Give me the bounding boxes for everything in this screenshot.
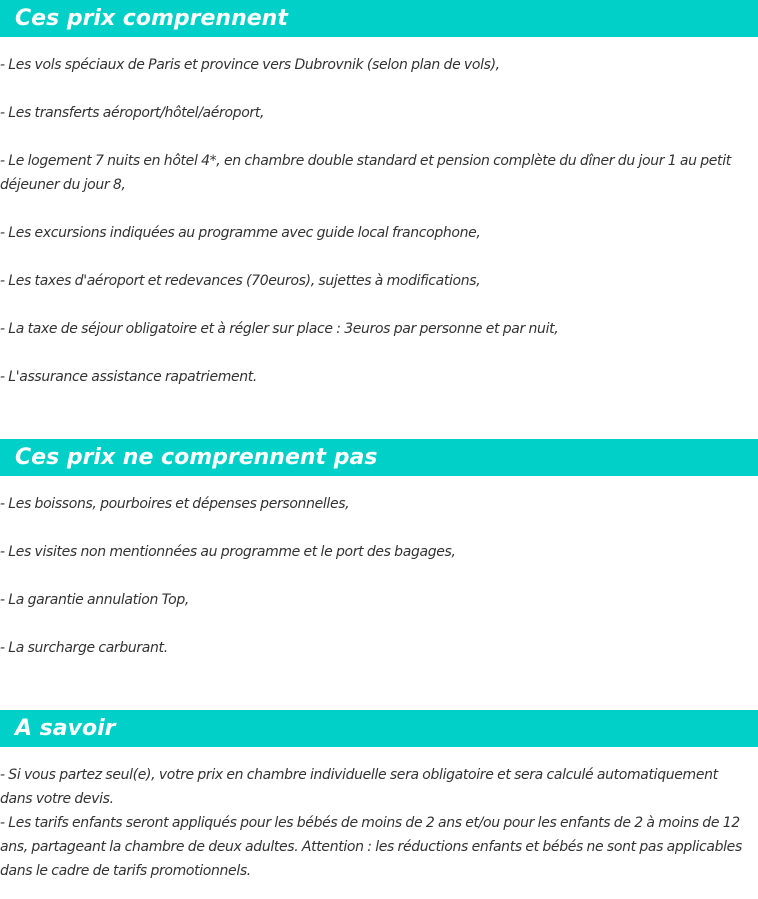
list-item: - Le logement 7 nuits en hôtel 4*, en chambre double standard et pension complète du dîner du jour 1 au petit déjeuner du jour 8, — [0, 153, 731, 193]
list-item: - Les visites non mentionnées au programme et le port des bagages, — [0, 544, 456, 560]
section-header-good-to-know — [0, 710, 758, 747]
included-list — [0, 53, 752, 389]
list-item: - Les boissons, pourboires et dépenses personnelles, — [0, 496, 350, 512]
list-item: - Les transferts aéroport/hôtel/aéroport, — [0, 105, 265, 121]
list-item: - Les tarifs enfants seront appliqués pour les bébés de moins de 2 ans et/ou pour les enfants de 2 à moins de 12 ans, partageant la chambre de deux adultes. Attention : les réductions enfants et bébés ne sont pas applicables dans le cadre de tarifs promotionnels. — [0, 815, 742, 879]
list-item: - Si vous partez seul(e), votre prix en chambre individuelle sera obligatoire et sera calculé automatiquement dans votre devis. — [0, 767, 718, 807]
section-title-not-included: Ces prix ne comprennent pas — [15, 445, 378, 470]
list-item: - Les excursions indiquées au programme avec guide local francophone, — [0, 225, 481, 241]
section-header-included — [0, 0, 758, 37]
list-item: - La garantie annulation Top, — [0, 592, 189, 608]
good-to-know-list — [0, 763, 752, 883]
list-item: - Les vols spéciaux de Paris et province vers Dubrovnik (selon plan de vols), — [0, 57, 500, 73]
list-item: - La surcharge carburant. — [0, 640, 168, 656]
list-item: - Les taxes d'aéroport et redevances (70euros), sujettes à modifications, — [0, 273, 481, 289]
not-included-list — [0, 492, 752, 660]
section-title-good-to-know: A savoir — [15, 716, 116, 741]
section-header-not-included — [0, 439, 758, 476]
section-title-included: Ces prix comprennent — [15, 6, 288, 31]
list-item: - L'assurance assistance rapatriement. — [0, 369, 258, 385]
list-item: - La taxe de séjour obligatoire et à régler sur place : 3euros par personne et par nuit, — [0, 321, 559, 337]
